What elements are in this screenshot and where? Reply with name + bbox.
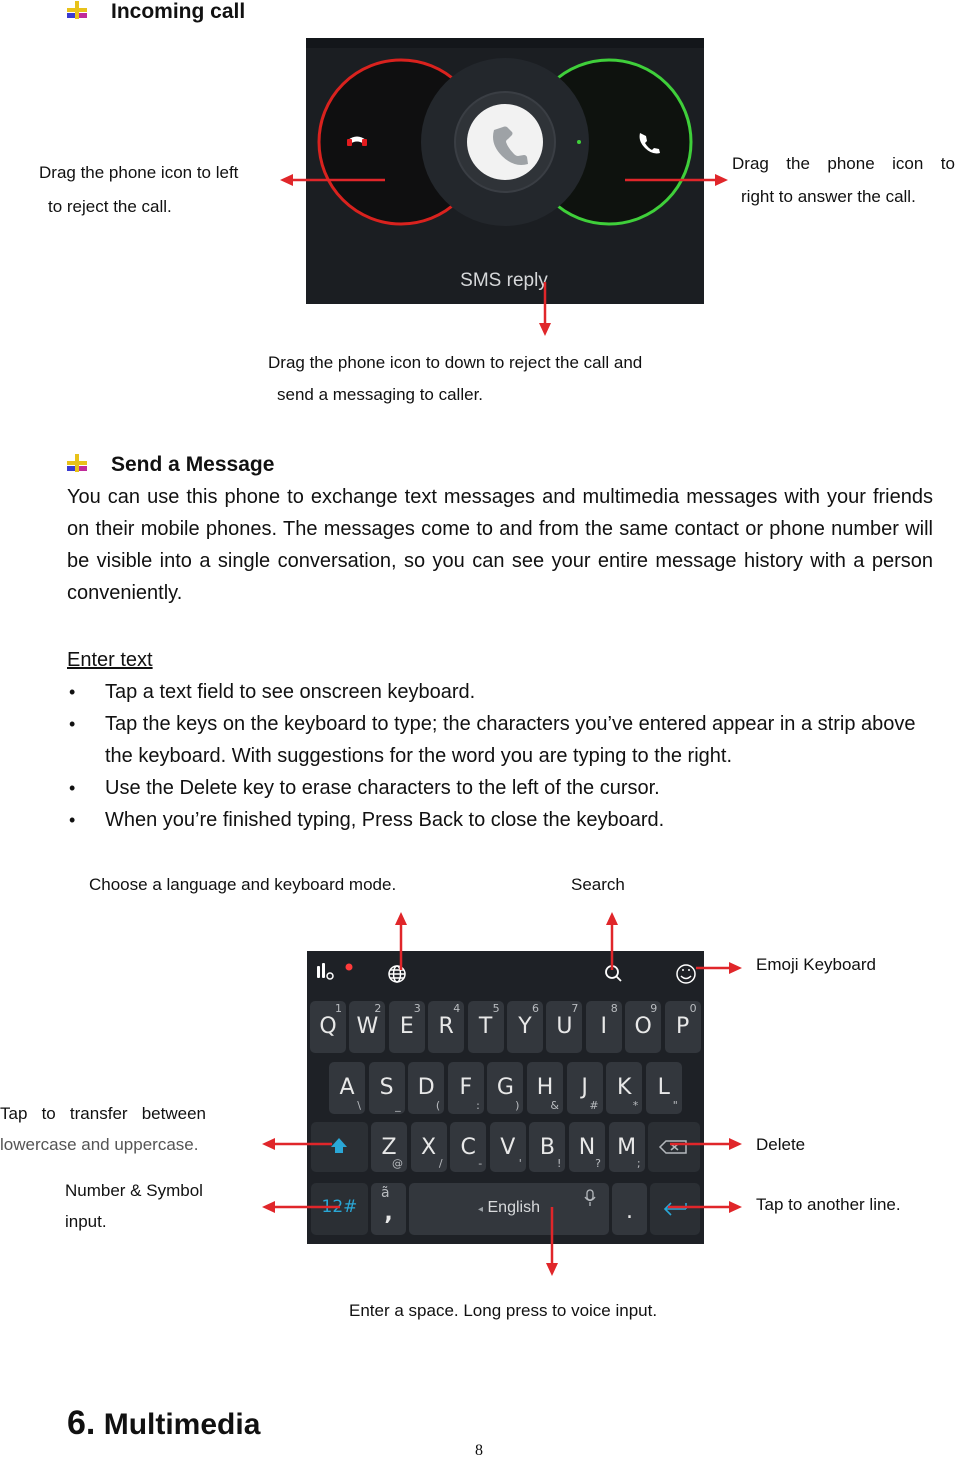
language-left-chevron-icon: ◂: [478, 1204, 484, 1215]
key-symbol-hint: #: [589, 1099, 599, 1112]
incoming-call-arrows: [0, 0, 958, 420]
key-number-hint: 0: [689, 1002, 697, 1015]
key-label: S: [379, 1075, 394, 1100]
answer-callout-line1: Drag the phone icon to: [732, 154, 955, 173]
enter-callout: Tap to another line.: [756, 1195, 901, 1214]
space-callout: Enter a space. Long press to voice input.: [349, 1301, 658, 1320]
key-label: W: [356, 1014, 379, 1039]
key-label: Q: [319, 1014, 337, 1039]
key-label: T: [478, 1014, 493, 1039]
key-symbol-hint: ;: [636, 1157, 641, 1170]
key-number-hint: 3: [413, 1002, 421, 1015]
section-title-multimedia: [67, 1404, 260, 1443]
bullet-icon: [67, 454, 87, 472]
key-label: H: [536, 1075, 554, 1100]
key-label: M: [617, 1135, 637, 1160]
key-label: E: [399, 1014, 414, 1039]
key-number-hint: 2: [374, 1002, 382, 1015]
reject-callout-line1: Drag the phone icon to left: [39, 163, 239, 182]
answer-callout-line2: right to answer the call.: [741, 187, 916, 206]
key-label: D: [417, 1075, 435, 1100]
key-symbol-hint: ): [515, 1099, 520, 1112]
space-language: English: [487, 1199, 540, 1216]
key-symbol-hint: /: [438, 1157, 443, 1170]
key-number-hint: 9: [650, 1002, 658, 1015]
comma-label: ,: [384, 1201, 393, 1226]
key-symbol-hint: @: [392, 1157, 403, 1170]
key-label: F: [459, 1075, 473, 1100]
section-number: 6.: [67, 1404, 96, 1442]
keyboard-arrows: [0, 900, 958, 1290]
key-label: N: [578, 1135, 596, 1160]
list-item: • Tap a text field to see onscreen keyboard.: [67, 676, 937, 708]
language-callout: Choose a language and keyboard mode.: [89, 875, 397, 894]
key-label: X: [421, 1135, 437, 1160]
key-label: A: [339, 1075, 355, 1100]
key-label: B: [539, 1135, 555, 1160]
list-item: • When you’re finished typing, Press Back to close the keyboard.: [67, 804, 937, 836]
page-number: 8: [475, 1442, 483, 1459]
enter-text-list: [67, 676, 937, 836]
key-label: J: [581, 1075, 588, 1100]
key-symbol-hint: ?: [595, 1157, 601, 1170]
enter-text-title: Enter text: [67, 649, 153, 671]
key-symbol-hint: &: [550, 1099, 559, 1112]
key-number-hint: 1: [335, 1002, 342, 1015]
key-number-hint: 8: [610, 1002, 618, 1015]
key-label: K: [616, 1075, 632, 1100]
sms-reply-label[interactable]: SMS reply: [460, 270, 548, 291]
key-symbol-hint: _: [395, 1099, 401, 1112]
key-number-hint: 7: [571, 1002, 579, 1015]
section-title: Multimedia: [103, 1408, 261, 1441]
comma-alt-icon: a͂: [381, 1185, 390, 1201]
period-label: .: [626, 1199, 633, 1224]
key-symbol-hint: !: [556, 1157, 562, 1170]
sms-callout-line2: send a messaging to caller.: [277, 385, 484, 404]
key-label: Y: [518, 1014, 532, 1039]
key-symbol-hint: ': [518, 1157, 522, 1170]
send-message-heading: Send a Message: [111, 453, 275, 476]
key-label: C: [460, 1135, 476, 1160]
key-label: R: [438, 1014, 454, 1039]
key-label: U: [556, 1014, 573, 1039]
send-message-paragraph: You can use this phone to exchange text messages and multimedia messages with your friends on their mobile phones. The messages come to and from the same contact or phone number will be visible into a single conversation, so you can see your entire message history with a person conveniently.: [67, 486, 933, 604]
emoji-callout: Emoji Keyboard: [756, 955, 877, 974]
delete-callout: Delete: [756, 1135, 806, 1154]
key-number-hint: 4: [453, 1002, 461, 1015]
number-symbol-label: 12#: [321, 1197, 358, 1217]
key-label: O: [634, 1014, 652, 1039]
key-symbol-hint: ": [672, 1099, 678, 1112]
number-callout-line2: input.: [65, 1212, 107, 1231]
key-symbol-hint: \: [357, 1099, 361, 1112]
shift-callout-line1: Tap to transfer between: [0, 1104, 207, 1123]
key-symbol-hint: *: [632, 1099, 639, 1112]
key-symbol-hint: -: [478, 1157, 483, 1170]
key-symbol-hint: :: [476, 1099, 480, 1112]
key-number-hint: 6: [532, 1002, 539, 1015]
list-item: • Use the Delete key to erase characters to the left of the cursor.: [67, 772, 937, 804]
key-number-hint: 5: [492, 1002, 500, 1015]
key-label: V: [500, 1135, 516, 1160]
key-label: Z: [381, 1135, 397, 1160]
sms-callout-line1: Drag the phone icon to down to reject the call and: [268, 353, 643, 372]
key-label: L: [657, 1075, 670, 1100]
number-callout-line1: Number & Symbol: [65, 1181, 203, 1200]
incoming-call-heading: Incoming call: [111, 0, 246, 23]
key-label: I: [600, 1014, 608, 1039]
list-item: • Tap the keys on the keyboard to type; the characters you’ve entered appear in a strip above the keyboard. With suggestions for the word you are typing to the right.: [67, 708, 937, 772]
reject-callout-line2: to reject the call.: [48, 197, 172, 216]
key-symbol-hint: (: [435, 1099, 441, 1112]
search-callout: Search: [571, 875, 625, 894]
key-label: P: [675, 1014, 690, 1039]
shift-callout-line2: lowercase and uppercase.: [0, 1135, 199, 1154]
key-label: G: [496, 1075, 514, 1100]
